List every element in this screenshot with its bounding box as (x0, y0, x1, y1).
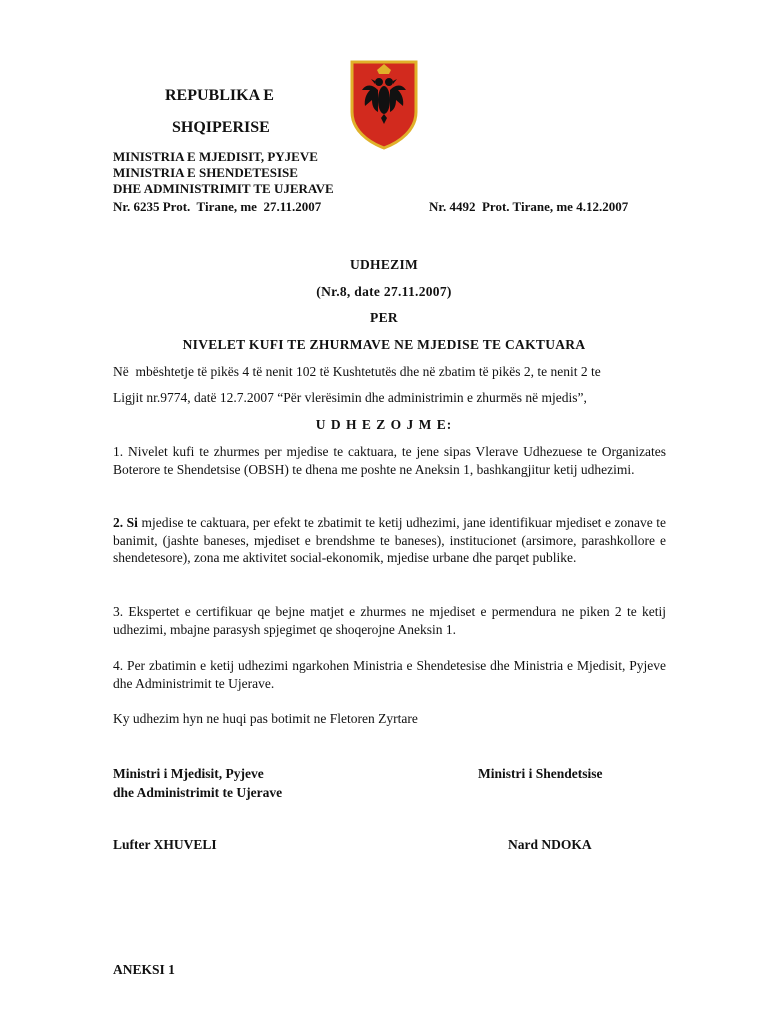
left-signatory-name: Lufter XHUVELI (113, 837, 217, 852)
albanian-emblem-icon (350, 60, 418, 150)
instruct-heading: U D H E Z O J M E: (315, 417, 453, 432)
paragraph-2-text: mjedise te caktuara, per efekt te zbatimit te ketij udhezimi, jane identifikuar mjediset e zonave te banimit, (jashte baneses, mjediset e brendshme te baneses), institucionet (arsimore, parashkollore e shendetesore), zona me aktivitet social-ekonomik, mjedise urbane dhe parqet publike. (113, 515, 666, 565)
legal-basis-line1: Në mbështetje të pikës 4 të nenit 102 të Kushtetutës dhe në zbatim të pikës 2, te nenit 2 te (113, 364, 601, 379)
protocol-right: Nr. 4492 Prot. Tirane, me 4.12.2007 (429, 199, 629, 214)
document-number-date: (Nr.8, date 27.11.2007) (316, 284, 452, 299)
paragraph-3: 3. Ekspertet e certifikuar qe bejne matjet e zhurmes ne mjediset e permendura ne piken 2 te ketij udhezimi, mbajne parasysh spjegimet qe shoqerojne Aneksin 1. (113, 604, 666, 637)
ministries-block (113, 149, 334, 197)
ministry-line: MINISTRIA E MJEDISIT, PYJEVE (113, 149, 318, 164)
left-title-line1: Ministri i Mjedisit, Pyjeve (113, 766, 264, 781)
paragraph-5: Ky udhezim hyn ne huqi pas botimit ne Fletoren Zyrtare (113, 711, 418, 726)
document-type: UDHEZIM (349, 257, 419, 272)
republic-title-line1: REPUBLIKA E (165, 87, 274, 104)
left-title-line2: dhe Administrimit te Ujerave (113, 785, 283, 800)
paragraph-1: 1. Nivelet kufi te zhurmes per mjedise te caktuara, te jene sipas Vlerave Udhezuese te Organizates Boterore te Shendetsise (OBSH) te dhena me poshte ne Aneksin 1, bashkangjitur ketij udhezimi. (113, 444, 666, 477)
paragraph-2 (113, 514, 666, 567)
paragraph-4: 4. Per zbatimin e ketij udhezimi ngarkohen Ministria e Shendetesise dhe Ministria e Mjedisit, Pyjeve dhe Administrimit te Ujerave. (113, 658, 666, 691)
paragraph-2-lead: 2. Si (113, 515, 138, 530)
protocol-left: Nr. 6235 Prot. Tirane, me 27.11.2007 (113, 199, 322, 214)
legal-basis-line2: Ligjit nr.9774, datë 12.7.2007 “Për vlerësimin dhe administrimin e zhurmës në mjedis”, (113, 390, 587, 405)
document-per: PER (370, 310, 398, 325)
annex-heading: ANEKSI 1 (113, 962, 175, 977)
republic-title-line2: SHQIPERISE (172, 119, 270, 136)
left-signatory-title (113, 764, 282, 802)
ministry-line: MINISTRIA E SHENDETESISE (113, 165, 298, 180)
right-signatory-title: Ministri i Shendetsise (478, 766, 603, 781)
ministry-line: DHE ADMINISTRIMIT TE UJERAVE (113, 181, 334, 196)
document-subject: NIVELET KUFI TE ZHURMAVE NE MJEDISE TE CAKTUARA (182, 337, 586, 352)
right-signatory-name: Nard NDOKA (508, 837, 592, 852)
